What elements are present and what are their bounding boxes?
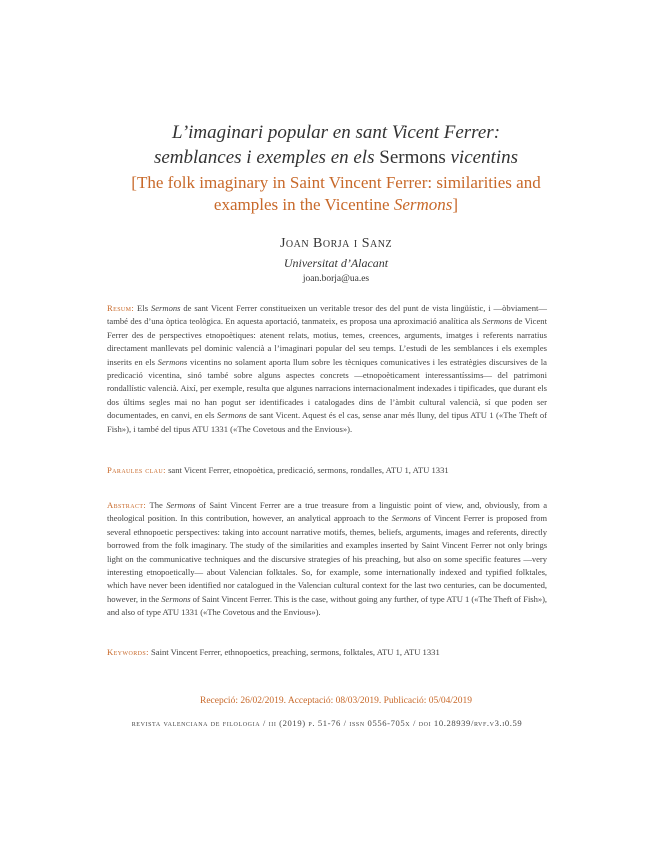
english-title-work-name: Sermons <box>393 195 453 214</box>
resum-text: vicentins no solament aporta llum sobre les tècniques comunicatives i les estratègies discursives de la predicació vicentina, sinó també sobre alguns aspectes concrets —etnopoèticament interessantíssims— del patrimoni rondallístic valencià. Així, per exemple, resulta que algunes narracions internacionalment indexades i tipificades, que durant els dos últims segles mai no han pogut ser identificades i catalogades dins de l’àmbit cultural valencià, sí que poden ser documentades, en canvi, en els <box>107 356 547 421</box>
title-line-2 <box>60 145 612 170</box>
paraules-clau-paragraph <box>107 464 547 477</box>
resum-text: Els <box>134 303 151 313</box>
resum-text: de sant Vicent. Aquest és el cas, sense anar més lluny, del tipus ATU 1 («The Theft of Fish»), i també del tipus ATU 1331 («The Covetous and the Envious»). <box>107 410 547 434</box>
resum-italic: Sermons <box>216 410 247 421</box>
author-email: joan.borja@ua.es <box>302 274 370 284</box>
abstract-text: of Vincent Ferrer is proposed from several ethnopoetic perspectives: taking into account narrative motifs, themes, beliefs, arguments, images and referents, directly borrowed from the folk imaginary. The study of the similarities and examples inserted by Saint Vincent Ferrer not only brings light on the communicative techniques and the discursive strategies of his preaching, but also on some specific features —very interesting etnopoetically— about Valencian folktales. So, for example, some internationally indexed and typified folktales, which have never been identified nor catalogued in the Valencian cultural context for the last two centuries, can be documented, however, in the <box>107 513 547 604</box>
article-title <box>60 120 612 170</box>
keywords-label: Keywords: <box>107 647 149 657</box>
english-title-text: ] <box>452 195 459 214</box>
paraules-clau-label: Paraules clau: <box>107 465 166 475</box>
english-title-line-1: [The folk imaginary in Saint Vincent Ferrer: similarities and <box>131 173 541 192</box>
title-text: vicentins <box>445 147 519 168</box>
resum-label: Resum: <box>107 303 135 313</box>
paraules-clau-text: sant Vicent Ferrer, etnopoètica, predicació, sermons, rondalles, ATU 1, ATU 1331 <box>165 465 449 475</box>
title-line-1: L’imaginari popular en sant Vicent Ferrer: <box>171 122 501 143</box>
resum-italic: Sermons <box>482 316 512 327</box>
abstract-text: The <box>146 500 167 510</box>
abstract-italic: Sermons <box>161 593 191 604</box>
resum-text: de sant Vicent Ferrer constitueixen un veritable tresor des del punt de vista lingüístic, i —òbviament— també des d’una òptica teològica. En aquesta aportació, tanmateix, es proposa una aproximació analítica als <box>107 303 547 327</box>
keywords-text: Saint Vincent Ferrer, ethnopoetics, preaching, sermons, folktales, ATU 1, ATU 1331 <box>148 647 440 657</box>
abstract-text: of Saint Vincent Ferrer. This is the case, without going any further, of type ATU 1 («The Theft of Fish»), and also of type ATU 1331 («The Covetous and the Envious»). <box>107 593 547 618</box>
english-title-text: examples in the Vicentine <box>213 195 394 214</box>
author-name: Joan Borja i Sanz <box>279 236 393 251</box>
resum-paragraph <box>107 302 547 436</box>
title-text: semblances i exemples en els <box>153 147 380 168</box>
english-title <box>60 172 612 216</box>
title-work-name: Sermons <box>379 147 446 168</box>
keywords-paragraph <box>107 646 547 659</box>
resum-italic: Sermons <box>157 356 188 367</box>
abstract-label: Abstract: <box>107 500 147 510</box>
resum-italic: Sermons <box>150 303 181 313</box>
abstract-paragraph <box>107 499 547 620</box>
publication-dates: Recepció: 26/02/2019. Acceptació: 08/03/2019. Publicació: 05/04/2019 <box>199 696 473 706</box>
resum-text: de Vicent Ferrer des de perspectives etnopoètiques: atenent relats, motius, temes, creences, arguments, imatges i referents narratius directament manllevats pel dominic valencià a l’imaginari popular del seu temps. L’estudi de les semblances i els exemples inserits en els <box>107 316 547 367</box>
author-affiliation: Universitat d’Alacant <box>283 256 389 270</box>
abstract-italic: Sermons <box>391 513 421 524</box>
abstract-text: of Saint Vincent Ferrer are a true treasure from a linguistic point of view, and, obviously, from a theological position. In this contribution, however, an analytical approach to the <box>107 500 547 524</box>
abstract-italic: Sermons <box>166 500 196 510</box>
english-title-line-2 <box>60 194 612 216</box>
journal-citation: revista valenciana de filologia / iii (2019) p. 51-76 / issn 0556-705x / doi 10.28939/rvf.v3.i0.59 <box>131 718 523 728</box>
